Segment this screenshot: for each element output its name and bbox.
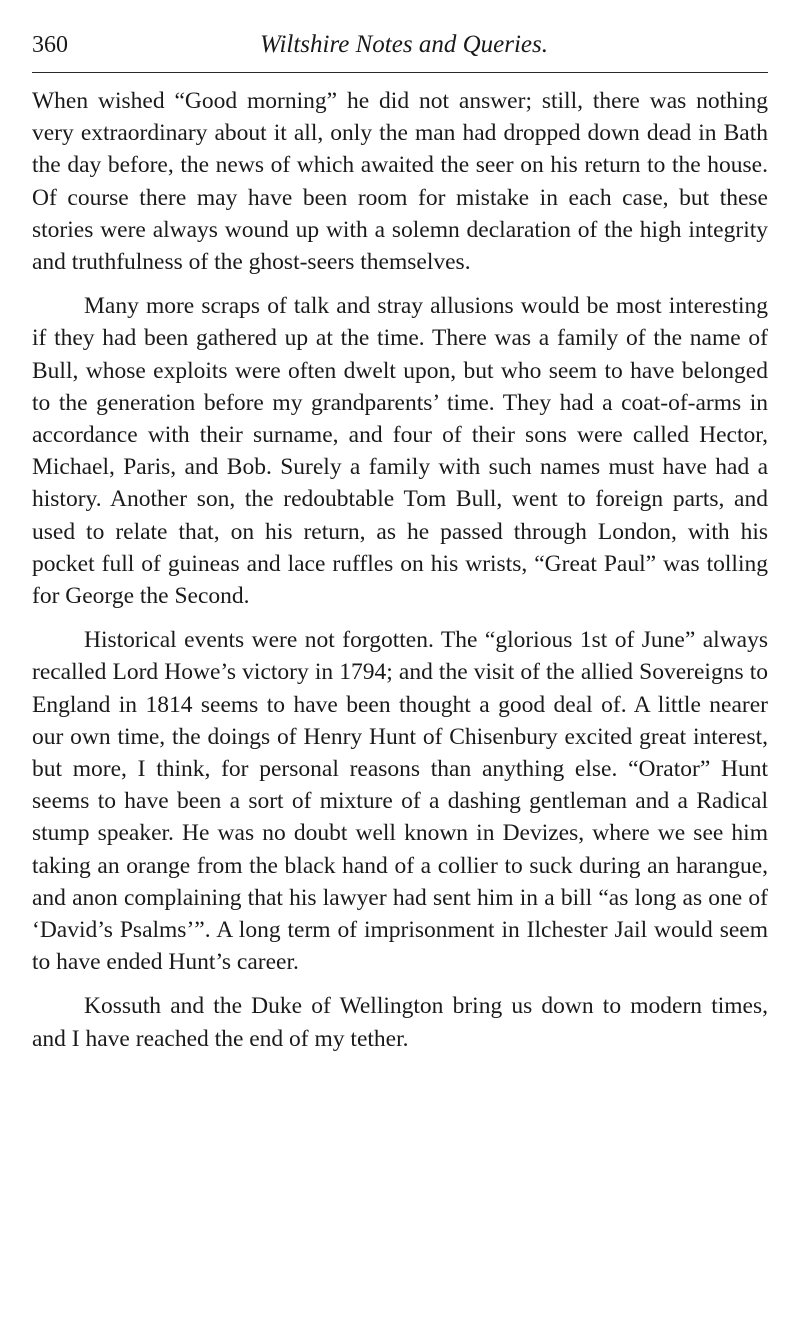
page-number: 360 bbox=[32, 32, 68, 58]
running-title: Wiltshire Notes and Queries. bbox=[260, 31, 548, 58]
page-header bbox=[32, 22, 768, 68]
header-rule bbox=[32, 72, 768, 73]
paragraph-1: When wished “Good morning” he did not answer; still, there was nothing very extraordinary about it all, only the man had dropped down dead in Bath the day before, the news of which awaited the seer on his return to the house. Of course there may have been room for mistake in each case, but these stories were always wound up with a solemn declaration of the high integrity and truthfulness of the ghost-seers themselves. bbox=[32, 88, 768, 276]
book-page bbox=[32, 22, 768, 1067]
paragraph-4: Kossuth and the Duke of Wellington bring us down to modern times, and I have reached the end of my tether. bbox=[32, 993, 768, 1052]
paragraph-2: Many more scraps of talk and stray allusions would be most interesting if they had been gathered up at the time. There was a family of the name of Bull, whose exploits were often dwelt upon, but who seem to have belonged to the generation before my grandparents’ time. They had a coat-of-arms in accordance with their surname, and four of their sons were called Hector, Michael, Paris, and Bob. Surely a family with such names must have had a history. Another son, the redoubtable Tom Bull, went to foreign parts, and used to relate that, on his return, as he passed through London, with his pocket full of guineas and lace ruffles on his wrists, “Great Paul” was tolling for George the Second. bbox=[32, 293, 768, 610]
paragraph-3: Historical events were not forgotten. The “glorious 1st of June” always recalled Lord Howe’s victory in 1794; and the visit of the allied Sovereigns to England in 1814 seems to have been thought a good deal of. A little nearer our own time, the doings of Henry Hunt of Chisenbury excited great interest, but more, I think, for personal reasons than anything else. “Orator” Hunt seems to have been a sort of mixture of a dashing gentleman and a Radical stump speaker. He was no doubt well known in Devizes, where we see him taking an orange from the black hand of a collier to suck during an harangue, and anon complaining that his lawyer had sent him in a bill “as long as one of ‘David’s Psalms’”. A long term of imprisonment in Ilchester Jail would seem to have ended Hunt’s career. bbox=[32, 627, 768, 976]
body-text bbox=[32, 85, 768, 1055]
